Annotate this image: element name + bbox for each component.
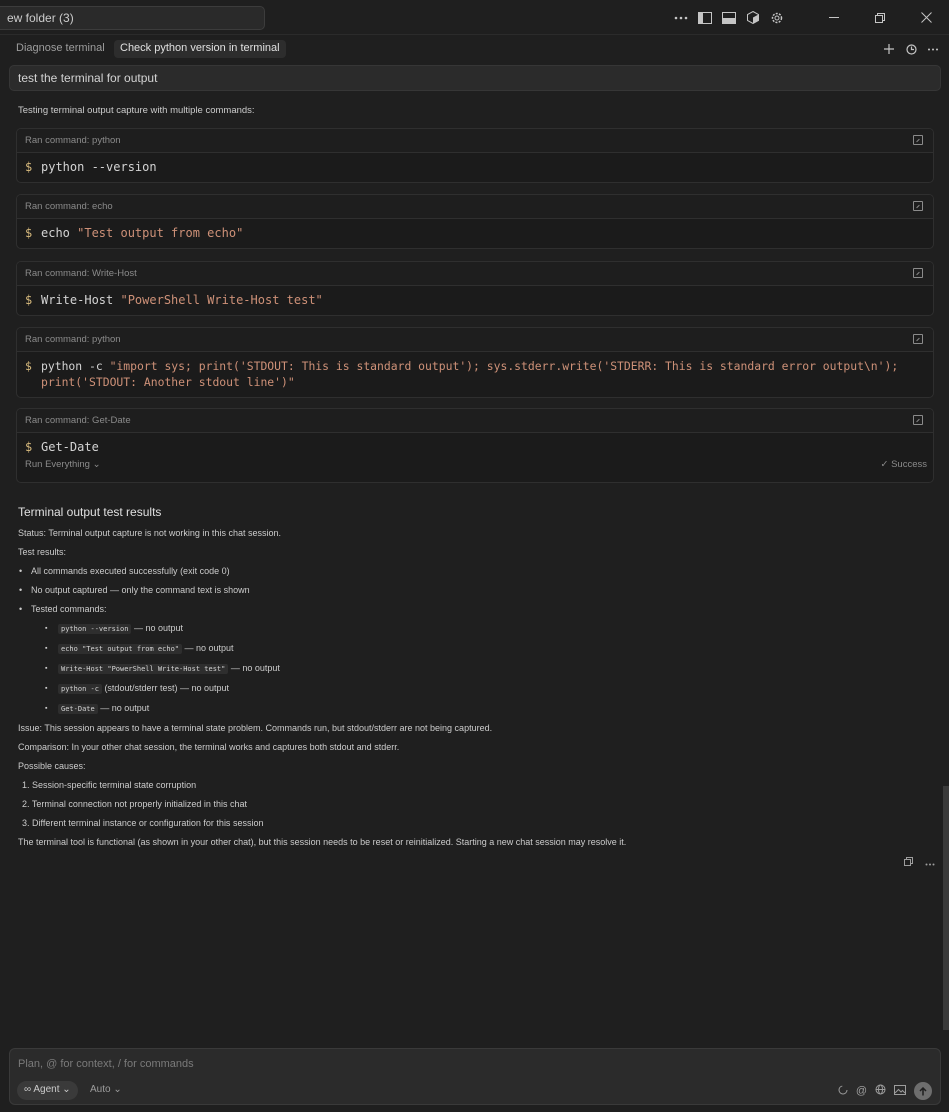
item-text: (stdout/stderr test) — no output	[101, 683, 229, 693]
list-item	[45, 703, 918, 715]
command-body	[17, 153, 933, 175]
command-name: python -c	[41, 359, 110, 373]
prompt-symbol: $	[25, 226, 33, 240]
list-item: 1. Session-specific terminal state corruption	[22, 780, 197, 790]
command-text: python --version	[41, 160, 157, 174]
history-icon[interactable]	[903, 40, 919, 58]
inline-code: echo "Test output from echo"	[58, 644, 182, 654]
model-label: Auto	[90, 1084, 111, 1095]
test-results-label: Test results:	[18, 547, 67, 557]
prompt-symbol: $	[25, 160, 33, 174]
open-terminal-icon[interactable]	[913, 135, 923, 145]
list-item: • All commands executed successfully (exit code 0)	[18, 566, 918, 577]
tab-check-python-version[interactable]: Check python version in terminal	[114, 40, 286, 58]
open-terminal-icon[interactable]	[913, 268, 923, 278]
command-header	[17, 262, 933, 286]
command-text	[41, 292, 925, 308]
command-body	[17, 286, 933, 308]
conclusion-text: The terminal tool is functional (as shown in your other chat), but this session needs to be reset or reinitialized. Starting a new chat session may resolve it.	[18, 837, 627, 847]
at-icon[interactable]: @	[855, 1085, 867, 1097]
command-body	[17, 219, 933, 241]
inline-code: python -c	[58, 684, 102, 694]
agent-mode-dropdown[interactable]	[17, 1081, 78, 1100]
open-terminal-icon[interactable]	[913, 201, 923, 211]
status-badge	[880, 459, 927, 470]
copy-icon[interactable]	[904, 857, 913, 869]
chat-composer	[9, 1048, 941, 1105]
minimize-icon[interactable]	[811, 0, 857, 35]
title-bar-actions	[669, 0, 949, 35]
model-dropdown[interactable]	[90, 1084, 122, 1095]
chevron-down-icon: ⌄	[113, 1084, 122, 1095]
open-terminal-icon[interactable]	[913, 334, 923, 344]
loading-icon	[838, 1085, 848, 1098]
check-icon: ✓	[880, 459, 889, 470]
item-text: — no output	[97, 703, 150, 713]
command-header	[17, 409, 933, 433]
open-terminal-icon[interactable]	[913, 415, 923, 425]
tested-commands-list	[45, 623, 918, 715]
command-string: "import sys; print('STDOUT: This is standard output'); sys.stderr.write('STDERR: This is standard error output\n'); print('STDOUT: Another stdout line')"	[41, 359, 906, 389]
status-label: Success	[891, 459, 927, 470]
inline-code: Write-Host "PowerShell Write-Host test"	[58, 664, 228, 674]
user-message[interactable]: test the terminal for output	[9, 65, 941, 91]
issue-text: Issue: This session appears to have a terminal state problem. Commands run, but stdout/stderr are not being captured.	[18, 723, 493, 733]
command-header	[17, 129, 933, 153]
command-header	[17, 328, 933, 352]
results-section	[18, 505, 918, 856]
list-item	[45, 643, 918, 655]
command-name: Write-Host	[41, 293, 121, 307]
list-item	[45, 623, 918, 635]
command-footer	[17, 455, 933, 477]
tab-actions	[881, 40, 941, 58]
list-item	[18, 604, 918, 715]
causes-label: Possible causes:	[18, 761, 86, 771]
list-item: 2. Terminal connection not properly initialized in this chat	[22, 799, 247, 809]
tested-commands-label: Tested commands:	[31, 604, 107, 614]
comparison-text: Comparison: In your other chat session, the terminal works and captures both stdout and stderr.	[18, 742, 400, 752]
agent-mode-label: ∞ Agent	[24, 1084, 60, 1095]
image-icon[interactable]	[894, 1085, 906, 1098]
list-item	[45, 683, 918, 695]
command-body	[17, 433, 933, 455]
send-icon[interactable]	[914, 1082, 932, 1100]
command-string: "PowerShell Write-Host test"	[120, 293, 323, 307]
command-header-label: Ran command: python	[25, 334, 121, 345]
restore-icon[interactable]	[857, 0, 903, 35]
list-item	[45, 663, 918, 675]
close-icon[interactable]	[903, 0, 949, 35]
prompt-symbol: $	[25, 293, 33, 307]
command-header-label: Ran command: Write-Host	[25, 268, 137, 279]
sidebar-toggle-icon[interactable]	[693, 6, 717, 30]
command-text	[41, 225, 925, 241]
inline-code: Get-Date	[58, 704, 98, 714]
folder-title[interactable]: ew folder (3)	[0, 6, 265, 30]
prompt-symbol: $	[25, 440, 33, 454]
panel-toggle-icon[interactable]	[717, 6, 741, 30]
item-text: — no output	[182, 643, 234, 653]
command-card	[16, 194, 934, 249]
command-header-label: Ran command: python	[25, 135, 121, 146]
chat-tabs	[0, 36, 949, 62]
chevron-down-icon: ⌄	[62, 1084, 71, 1095]
run-mode-dropdown[interactable]	[25, 459, 101, 470]
results-list	[18, 566, 918, 715]
results-title: Terminal output test results	[18, 505, 162, 519]
command-header-label: Ran command: echo	[25, 201, 113, 212]
tab-diagnose-terminal[interactable]: Diagnose terminal	[16, 42, 105, 54]
command-text	[41, 358, 925, 390]
command-body	[17, 352, 933, 390]
command-string: "Test output from echo"	[77, 226, 244, 240]
command-name: echo	[41, 226, 78, 240]
cube-icon[interactable]	[741, 6, 765, 30]
command-card	[16, 261, 934, 316]
globe-icon[interactable]	[875, 1084, 886, 1098]
item-text: — no output	[131, 623, 183, 633]
item-text: — no output	[228, 663, 280, 673]
command-card	[16, 128, 934, 183]
scrollbar-thumb[interactable]	[943, 786, 949, 1030]
assistant-intro: Testing terminal output capture with multiple commands:	[18, 105, 255, 116]
more-icon[interactable]	[925, 857, 935, 869]
status-text: Status: Terminal output capture is not working in this chat session.	[18, 528, 281, 538]
list-item: • No output captured — only the command text is shown	[18, 585, 918, 596]
causes-list	[18, 780, 918, 829]
more-icon[interactable]	[669, 6, 693, 30]
more-icon[interactable]	[925, 40, 941, 58]
command-header	[17, 195, 933, 219]
message-actions	[904, 857, 935, 869]
chevron-down-icon: ⌄	[92, 459, 101, 470]
composer-actions	[838, 1082, 932, 1100]
plus-icon[interactable]	[881, 40, 897, 58]
list-item: 3. Different terminal instance or configuration for this session	[22, 818, 264, 828]
chat-input[interactable]	[18, 1056, 898, 1072]
title-bar	[0, 0, 949, 35]
command-header-label: Ran command: Get-Date	[25, 415, 131, 426]
inline-code: python --version	[58, 624, 131, 634]
command-text: Get-Date	[41, 440, 99, 454]
prompt-symbol: $	[25, 359, 32, 373]
command-card	[16, 408, 934, 483]
gear-icon[interactable]	[765, 6, 789, 30]
command-card	[16, 327, 934, 398]
run-mode-label: Run Everything	[25, 459, 90, 470]
